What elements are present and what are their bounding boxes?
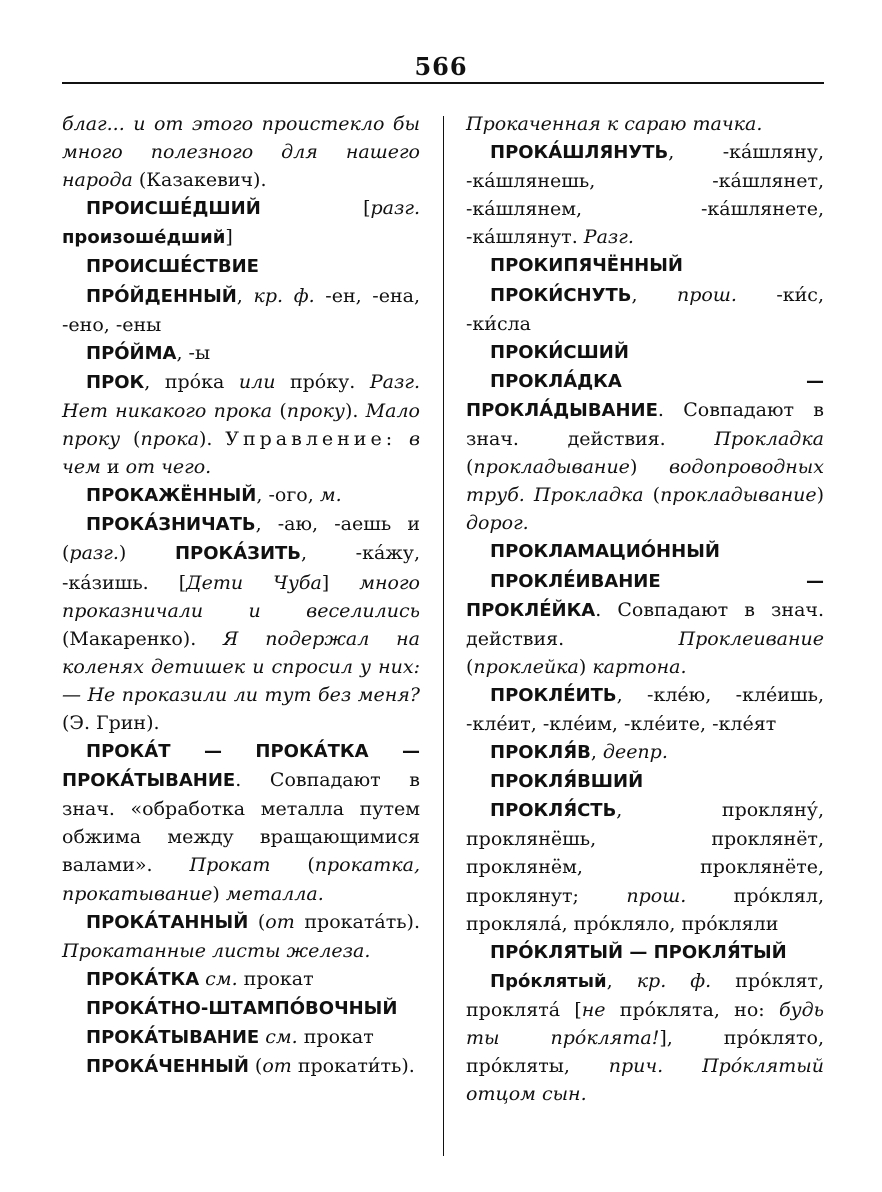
dictionary-entry [62, 965, 420, 994]
headword: ПРОКА́ТНО-ШТАМПО́ВОЧНЫЙ [86, 997, 398, 1019]
entry-text: Прокатанные листы железа. [62, 939, 371, 962]
headword: ПРОКЛЕ́ИТЬ [490, 684, 617, 706]
entry-text: . Совпадают в знач. «обработка металла путем обжима между вращающимися валами». [62, 769, 420, 877]
entry-text: см. [205, 967, 238, 990]
dictionary-entry [62, 481, 420, 510]
dictionary-entry [466, 251, 824, 280]
entry-text: , [236, 284, 254, 307]
entry-text: (Казакевич). [132, 169, 267, 192]
entry-text: . Совпадают в знач. действия. [466, 598, 824, 650]
entry-text: прокладывание [473, 456, 630, 479]
entry-text: металла. [225, 882, 324, 905]
entry-text: ) [578, 655, 593, 678]
left-column [62, 110, 420, 1081]
dictionary-entry [466, 738, 824, 767]
entry-text: про́клял, прокляла́, про́кляло, про́кляли [466, 884, 824, 935]
entry-text: деепр. [602, 741, 668, 764]
entry-text: Разг. [583, 226, 634, 249]
headword: ПРОКЛАМАЦИО́ННЫЙ [490, 541, 720, 563]
entry-text: разг. [69, 542, 119, 565]
dictionary-entry [466, 767, 824, 796]
entry-text: , [606, 969, 637, 992]
dictionary-entry [466, 338, 824, 367]
entry-text: ) [629, 456, 669, 479]
entry-text: проката́ть). [294, 910, 420, 933]
dictionary-entry [466, 110, 824, 138]
entry-text: -ки́с, -ки́сла [466, 283, 824, 335]
right-column [466, 110, 824, 1108]
entry-text: Я подержал на коленях детишек и спросил у них: — Не проказили ли тут без меня? [62, 627, 420, 706]
top-rule [62, 82, 824, 84]
entry-text: ) [816, 484, 824, 507]
headword: ПРОКЛЯ́ВШИЙ [490, 771, 644, 793]
headword: ПРОКЛА́ДКА — ПРОКЛА́ДЫВАНИЕ [466, 370, 824, 421]
headword: ПРОКА́ЧЕННЫЙ [86, 1056, 249, 1078]
dictionary-entry [62, 252, 420, 281]
dictionary-entry [62, 368, 420, 481]
entry-text: прич. [608, 1055, 664, 1078]
entry-text: про́ку. [275, 370, 370, 393]
headword: ПРО́КЛЯТЫЙ — ПРОКЛЯ́ТЫЙ [490, 941, 787, 963]
entry-text: (Макаренко). [62, 627, 224, 650]
entry-text: Прокат [189, 854, 271, 877]
headword: ПРОК [86, 371, 145, 393]
entry-text: прокат [237, 967, 314, 990]
entry-text: , -кле́ю, -кле́ишь, -кле́ит, -кле́им, -кле́ите, -кле́ят [466, 683, 824, 735]
headword: ПРОКА́ШЛЯНУТЬ [490, 142, 669, 164]
entry-text: и [100, 456, 126, 479]
dictionary-entry [62, 339, 420, 368]
entry-text: будь ты про́клята! [466, 998, 824, 1049]
entry-text: дорог. [466, 512, 529, 535]
headword: произоше́дший [62, 227, 226, 249]
headword: ПРО́ЙДЕННЫЙ [86, 285, 237, 307]
headword: ПРОИСШЕ́ДШИЙ [86, 198, 261, 220]
dictionary-entry [62, 194, 420, 252]
headword: ПРОКАЖЁННЫЙ [86, 485, 257, 507]
entry-text: благ... и от этого проистекло бы много полезного для нашего народа [62, 113, 420, 192]
entry-text: м. [319, 484, 342, 507]
headword: ПРОКА́Т — ПРОКА́ТКА — ПРОКА́ТЫВАНИЕ [62, 741, 420, 792]
entry-text: , -ка́жу, -ка́зишь. [ [62, 542, 420, 594]
entry-text: не [581, 998, 606, 1021]
entry-text: прокат [297, 1026, 374, 1048]
headword: ПРОКЛЯ́СТЬ [490, 800, 617, 822]
dictionary-entry [466, 681, 824, 738]
entry-text: , -аю, -аешь и ( [62, 513, 420, 565]
dictionary-entry [62, 1023, 420, 1052]
entry-text: ( [248, 910, 266, 933]
headword: ПРОКЛЯ́В [490, 742, 591, 764]
entry-text: от чего. [125, 456, 212, 479]
entry-text: ], про́клято, про́кляты, [466, 1027, 824, 1078]
dictionary-entry [466, 967, 824, 1108]
dictionary-entry [62, 282, 420, 339]
headword: ПРОКИ́СНУТЬ [490, 284, 632, 306]
headword: ПРОИСШЕ́СТВИЕ [86, 256, 259, 278]
entry-text: или [238, 370, 276, 393]
entry-text: [ [260, 197, 371, 220]
entry-text: прокатка, прокатывание [62, 854, 420, 905]
dictionary-entry [466, 938, 824, 967]
entry-text [396, 428, 409, 450]
entry-text: разг. [370, 197, 420, 220]
headword: ПРОКА́ЗИТЬ [174, 543, 302, 565]
entry-text: ] [225, 226, 233, 249]
column-divider [443, 116, 444, 1156]
entry-text: Мало проку [62, 399, 420, 451]
entry-text: ). [344, 399, 366, 422]
entry-text: водопроводных труб. Прокладка [466, 456, 824, 507]
entry-text: , [590, 741, 603, 764]
dictionary-entry [466, 281, 824, 338]
entry-text: , -ка́шляну, -ка́шлянешь, -ка́шлянет, -ка́шлянем, -ка́шлянете, -ка́шлянут. [466, 141, 824, 249]
entry-text: прош. [626, 884, 687, 907]
entry-text: , -ы [176, 341, 211, 364]
entry-text: , про́ка [144, 370, 239, 393]
headword: ПРОКИПЯЧЁННЫЙ [490, 255, 683, 277]
entry-text: ] [321, 571, 360, 594]
entry-text: см. [265, 1026, 298, 1048]
entry-text: Прокаченная к сараю тачка. [466, 113, 763, 135]
entry-text: от [265, 910, 295, 933]
entry-text: много проказничали и веселились [62, 571, 420, 622]
dictionary-entry [466, 796, 824, 937]
entry-text: кр. ф. [253, 284, 315, 307]
entry-text: Прокладка [714, 428, 824, 451]
entry-text: картона. [592, 655, 687, 678]
page-number: 566 [414, 52, 468, 81]
dictionary-entry [62, 994, 420, 1023]
entry-text: ( [120, 428, 141, 451]
entry-text: , [631, 283, 677, 306]
headword: ПРО́ЙМА [86, 342, 177, 364]
entry-text: в чем [62, 428, 421, 479]
entry-text: Проклеивание [678, 627, 824, 650]
entry-text: проку [286, 399, 345, 422]
dictionary-entry [466, 367, 824, 538]
headword: ПРОКИ́СШИЙ [490, 341, 629, 363]
entry-text: (Э. Грин). [62, 711, 160, 734]
entry-text [663, 1055, 702, 1077]
entry-text: . Совпадают в знач. действия. [466, 398, 824, 451]
entry-text: ) [212, 882, 226, 905]
entry-text: , -ого, [256, 484, 320, 507]
entry-text: от [262, 1055, 292, 1078]
entry-text: ( [272, 399, 287, 422]
dictionary-entry [62, 1052, 420, 1081]
entry-text: ) [118, 542, 175, 565]
headword: ПРОКА́ТЫВАНИЕ [86, 1027, 260, 1048]
dictionary-entry [62, 908, 420, 965]
entry-text: Разг. Нет никакого прока [62, 370, 420, 422]
entry-text: про́клят, проклята́ [ [466, 969, 824, 1021]
entry-text: прош. [677, 283, 737, 306]
entry-text: прокати́ть). [291, 1055, 415, 1078]
dictionary-entry [466, 537, 824, 566]
entry-text: ( [270, 854, 315, 877]
entry-text: ). [198, 428, 226, 451]
entry-text: про́клята, но: [605, 998, 779, 1021]
dictionary-entry [62, 510, 420, 737]
dictionary-entry [62, 110, 420, 194]
dictionary-entry [466, 138, 824, 251]
entry-text: прокладывание [660, 484, 817, 507]
entry-text: , прокляну́, проклянёшь, проклянёт, проклянём, проклянёте, проклянут; [466, 799, 824, 907]
headword: ПРОКА́ЗНИЧАТЬ [86, 514, 256, 536]
entry-text: кр. ф. [636, 969, 712, 992]
entry-text: ( [248, 1055, 263, 1078]
entry-text: проклейка [473, 655, 579, 678]
entry-text: -ен, -ена, -ено, -ены [62, 284, 420, 336]
entry-text: ( [643, 484, 661, 507]
headword: ПРОКА́ТАННЫЙ [86, 911, 249, 933]
dictionary-entry [466, 567, 824, 681]
headword: ПРОКЛЕ́ИВАНИЕ — ПРОКЛЕ́ЙКА [466, 570, 824, 621]
entry-text: ( [466, 655, 474, 678]
entry-text: прока [140, 428, 199, 451]
dictionary-entry [62, 737, 420, 908]
entry-text: ( [466, 456, 474, 479]
headword: Про́клятый [490, 970, 607, 992]
entry-text: Управление: [225, 428, 397, 451]
entry-text: Про́клятый отцом сын. [466, 1055, 824, 1106]
headword: ПРОКА́ТКА [86, 968, 200, 990]
entry-text: Дети Чуба [186, 571, 322, 594]
